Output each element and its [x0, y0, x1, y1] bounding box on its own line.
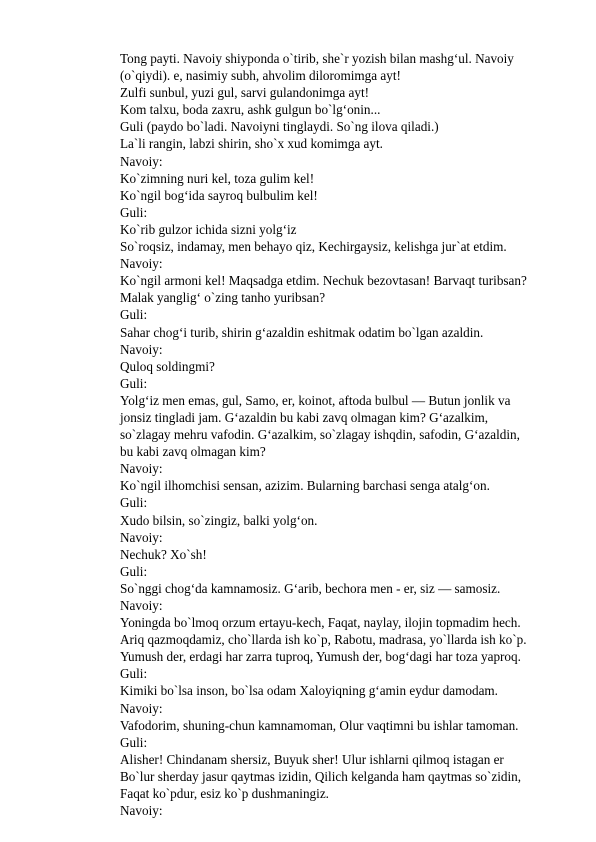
text-line: Quloq soldingmi? — [120, 358, 215, 374]
text-line: Ko`rib gulzor ichida sizni yolg‘iz — [120, 221, 297, 237]
text-line: Guli (paydo bo`ladi. Navoiyni tinglaydi. So`ng ilova qiladi.) — [120, 119, 439, 135]
speaker-label: Guli: — [120, 307, 148, 323]
text-line: so`zlagay mehru vafodin. G‘azalkim, so`zlagay ishqdin, safodin, G‘azaldin, — [120, 427, 520, 443]
text-line: So`nggi chog‘da kamnamosiz. G‘arib, bechora men - er, siz — samosiz. — [120, 580, 501, 596]
text-line: jonsiz tingladi jam. G‘azaldin bu kabi zavq olmagan kim? G‘azalkim, — [120, 409, 489, 425]
speaker-label: Guli: — [120, 204, 148, 220]
speaker-label: Guli: — [120, 734, 148, 750]
text-line: Xudo bilsin, so`zingiz, balki yolg‘on. — [120, 512, 318, 528]
text-line: (o`qiydi). e, nasimiy subh, ahvolim diloromimga ayt! — [120, 68, 401, 84]
text-line: Ko`zimning nuri kel, toza gulim kel! — [120, 170, 315, 186]
text-line: Ko`ngil ilhomchisi sensan, azizim. Bularning barchasi senga atalg‘on. — [120, 478, 490, 494]
text-line: Zulfi sunbul, yuzi gul, sarvi gulandonimga ayt! — [120, 85, 370, 101]
speaker-label: Navoiy: — [120, 598, 163, 613]
document-body-text — [120, 50, 570, 819]
text-line: Yumush der, erdagi har zarra tuproq, Yumush der, bog‘dagi har toza yaproq. — [120, 649, 521, 665]
speaker-label: Navoiy: — [120, 341, 163, 357]
speaker-label: Guli: — [120, 495, 148, 511]
text-line: So`roqsiz, indamay, men behayo qiz, Kechirgaysiz, kelishga jur`at etdim. — [120, 239, 507, 255]
speaker-label: Guli: — [120, 563, 148, 579]
text-line: Sahar chog‘i turib, shirin g‘azaldin eshitmak odatim bo`lgan azaldin. — [120, 324, 484, 340]
speaker-label: Navoiy: — [120, 803, 163, 819]
speaker-label: Guli: — [120, 375, 148, 391]
text-line: La`li rangin, labzi shirin, sho`x xud komimga ayt. — [120, 136, 383, 152]
text-line: Kom talxu, boda zaxru, ashk gulgun bo`lg‘onin... — [120, 102, 381, 118]
text-line: Vafodorim, shuning-chun kamnamoman, Olur vaqtimni bu ishlar tamoman. — [120, 717, 519, 733]
text-line: Faqat ko`pdur, esiz ko`p dushmaningiz. — [120, 786, 329, 802]
text-line: bu kabi zavq olmagan kim? — [120, 444, 266, 460]
text-line: Kimiki bo`lsa inson, bo`lsa odam Xaloyiqning g‘amin eydur damodam. — [120, 683, 498, 699]
text-line: Ariq qazmoqdamiz, cho`llarda ish ko`p, Rabotu, madrasa, yo`llarda ish ko`p. — [120, 632, 527, 648]
text-line: Ko`ngil bog‘ida sayroq bulbulim kel! — [120, 187, 318, 203]
speaker-label: Navoiy: — [120, 153, 163, 169]
text-line: Malak yanglig‘ o`zing tanho yuribsan? — [120, 290, 326, 306]
text-line: Ko`ngil armoni kel! Maqsadga etdim. Nechuk bezovtasan! Barvaqt turibsan? — [120, 273, 527, 289]
speaker-label: Navoiy: — [120, 461, 163, 477]
speaker-label: Navoiy: — [120, 700, 163, 716]
speaker-label: Navoiy: — [120, 529, 163, 545]
text-line: Tong payti. Navoiy shiyponda o`tirib, she`r yozish bilan mashg‘ul. Navoiy — [120, 51, 514, 66]
speaker-label: Guli: — [120, 666, 148, 682]
text-line: Bo`lur sherday jasur qaytmas izidin, Qilich kelganda ham qaytmas so`zidin, — [120, 768, 522, 784]
text-line: Nechuk? Xo`sh! — [120, 546, 207, 562]
text-line: Yolg‘iz men emas, gul, Samo, er, koinot, aftoda bulbul — Butun jonlik va — [120, 392, 511, 408]
text-line: Alisher! Chindanam shersiz, Buyuk sher! Ulur ishlarni qilmoq istagan er — [120, 751, 504, 767]
text-line: Yoningda bo`lmoq orzum ertayu-kech, Faqat, naylay, ilojin topmadim hech. — [120, 615, 521, 631]
speaker-label: Navoiy: — [120, 256, 163, 272]
